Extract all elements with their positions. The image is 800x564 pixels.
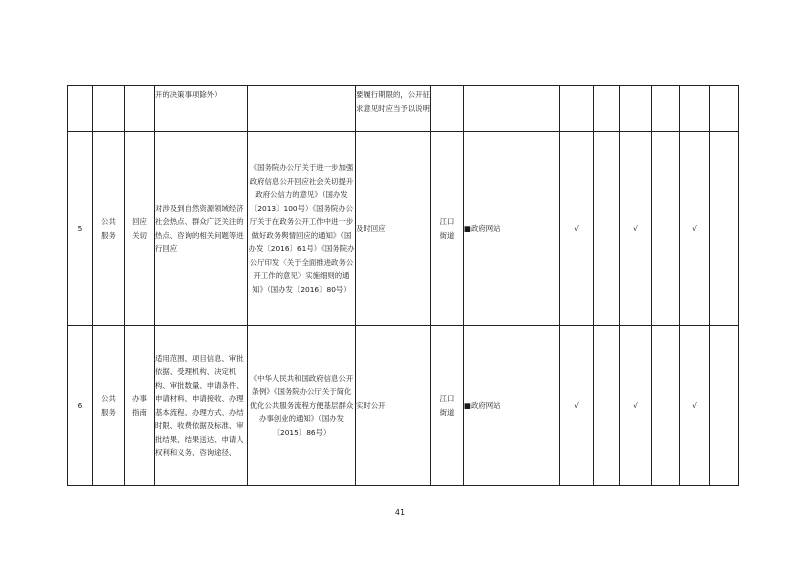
check-cell: √	[560, 326, 594, 486]
row-subject: 江口街道	[431, 326, 464, 486]
check-cell	[710, 326, 739, 486]
row-basis: 《国务院办公厅关于进一步加强政府信息公开回应社会关切提升政府公信力的意见》（国办发〔2013〕100号）《国务院办公厅关于在政务公开工作中进一步做好政务舆情回应的通知》（国办发〔2016〕61号）《国务院办公厅印发〈关于全面推进政务公开工作的意见〉实施细则的通知》（国办发〔2016〕80号）	[248, 132, 356, 326]
check-cell: √	[620, 326, 652, 486]
row-timeline: 实时公开	[356, 326, 431, 486]
check-cell	[710, 86, 739, 132]
row-subject: 江口街道	[431, 132, 464, 326]
row-channel	[464, 86, 560, 132]
row-channel: ■政府网站	[464, 132, 560, 326]
check-cell	[680, 86, 710, 132]
row-content: 适用范围、项目信息、审批依据、受理机构、决定机构、审批数量、申请条件、申请材料、申请接收、办理基本流程、办理方式、办结时限、收费依据及标准、审批结果、结果送达、申请人权利和义务、咨询途径、	[155, 326, 248, 486]
row-category	[93, 86, 125, 132]
check-cell: √	[560, 132, 594, 326]
row-subject	[431, 86, 464, 132]
disclosure-table	[67, 85, 739, 486]
table-row	[68, 132, 739, 326]
row-item	[125, 86, 155, 132]
check-cell	[594, 132, 620, 326]
check-cell: √	[680, 326, 710, 486]
check-cell	[652, 326, 680, 486]
check-cell: √	[680, 132, 710, 326]
row-index: 6	[68, 326, 93, 486]
row-basis	[248, 86, 356, 132]
table-row	[68, 86, 739, 132]
row-category: 公共服务	[93, 132, 125, 326]
table-row	[68, 326, 739, 486]
row-category: 公共服务	[93, 326, 125, 486]
check-cell	[620, 86, 652, 132]
check-cell	[710, 132, 739, 326]
row-item: 回应关切	[125, 132, 155, 326]
check-cell	[652, 132, 680, 326]
row-index: 5	[68, 132, 93, 326]
check-cell	[594, 86, 620, 132]
row-channel: ■政府网站	[464, 326, 560, 486]
page-number: 41	[394, 508, 406, 517]
check-cell	[652, 86, 680, 132]
row-item: 办事指南	[125, 326, 155, 486]
check-cell: √	[620, 132, 652, 326]
check-cell	[560, 86, 594, 132]
row-timeline: 要履行期限的，公开征求意见时应当予以说明	[356, 86, 431, 132]
row-content: 对涉及到自然资源领域经济社会热点、群众广泛关注的热点、咨询的相关问题等进行回应	[155, 132, 248, 326]
row-index	[68, 86, 93, 132]
row-basis: 《中华人民共和国政府信息公开条例》《国务院办公厅关于简化优化公共服务流程方便基层群众办事创业的通知》（国办发〔2015〕86号）	[248, 326, 356, 486]
row-timeline: 及时回应	[356, 132, 431, 326]
row-content: 开的决策事项除外）	[155, 86, 248, 132]
check-cell	[594, 326, 620, 486]
